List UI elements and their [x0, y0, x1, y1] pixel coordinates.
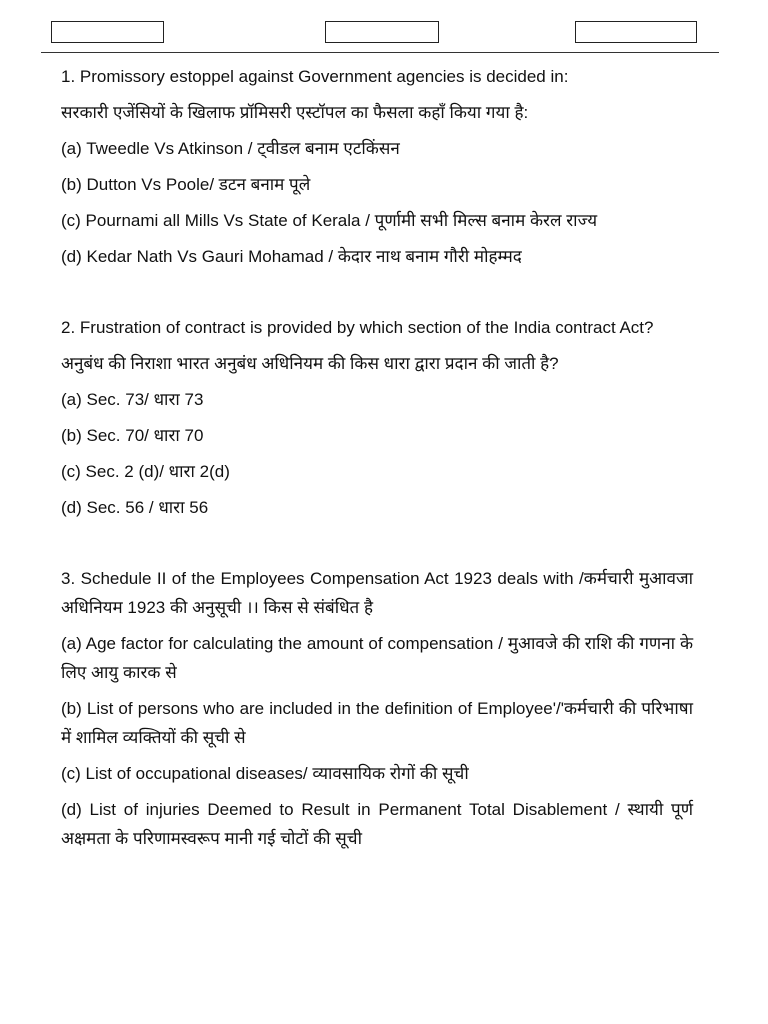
question-1-text: 1. Promissory estoppel against Government agencies is decided in:	[61, 67, 569, 86]
header-box-middle	[325, 21, 439, 43]
question-3-option-b: (b) List of persons who are included in the definition of Employee'/'कर्मचारी की परिभाषा में शामिल व्यक्तियों की सूची से	[61, 699, 693, 747]
question-2-option-d: (d) Sec. 56 / धारा 56	[61, 498, 209, 517]
question-2-text: 2. Frustration of contract is provided by which section of the India contract Act?	[61, 318, 654, 337]
question-3	[61, 564, 693, 853]
question-1-option-c: (c) Pournami all Mills Vs State of Kerala / पूर्णामी सभी मिल्स बनाम केरल राज्य	[61, 211, 598, 230]
header-rule	[41, 52, 719, 53]
header-box-left	[51, 21, 164, 43]
question-3-text: 3. Schedule II of the Employees Compensation Act 1923 deals with /कर्मचारी मुआवजा अधिनियम 1923 की अनुसूची ।। किस से संबंधित है	[61, 569, 693, 617]
question-3-option-c: (c) List of occupational diseases/ व्यावसायिक रोगों की सूची	[61, 764, 469, 783]
question-2-hindi: अनुबंध की निराशा भारत अनुबंध अधिनियम की किस धारा द्वारा प्रदान की जाती है?	[61, 354, 559, 373]
question-1-option-a: (a) Tweedle Vs Atkinson / ट्वीडल बनाम एटकिंसन	[61, 139, 400, 158]
question-3-option-a: (a) Age factor for calculating the amount of compensation / मुआवजे की राशि की गणना के लिए आयु कारक से	[61, 634, 693, 682]
question-2-option-b: (b) Sec. 70/ धारा 70	[61, 426, 204, 445]
question-3-option-d: (d) List of injuries Deemed to Result in Permanent Total Disablement / स्थायी पूर्ण अक्षमता के परिणामस्वरूप मानी गई चोटों की सूची	[61, 800, 693, 848]
question-2	[61, 313, 693, 522]
question-1-option-d: (d) Kedar Nath Vs Gauri Mohamad / केदार नाथ बनाम गौरी मोहम्मद	[61, 247, 522, 266]
question-2-option-c: (c) Sec. 2 (d)/ धारा 2(d)	[61, 462, 230, 481]
question-1-hindi: सरकारी एजेंसियों के खिलाफ प्रॉमिसरी एस्टॉपल का फैसला कहाँ किया गया है:	[61, 103, 529, 122]
header-box-right	[575, 21, 697, 43]
question-list	[61, 62, 693, 895]
question-2-option-a: (a) Sec. 73/ धारा 73	[61, 390, 204, 409]
question-1	[61, 62, 693, 271]
question-1-option-b: (b) Dutton Vs Poole/ डटन बनाम पूले	[61, 175, 311, 194]
